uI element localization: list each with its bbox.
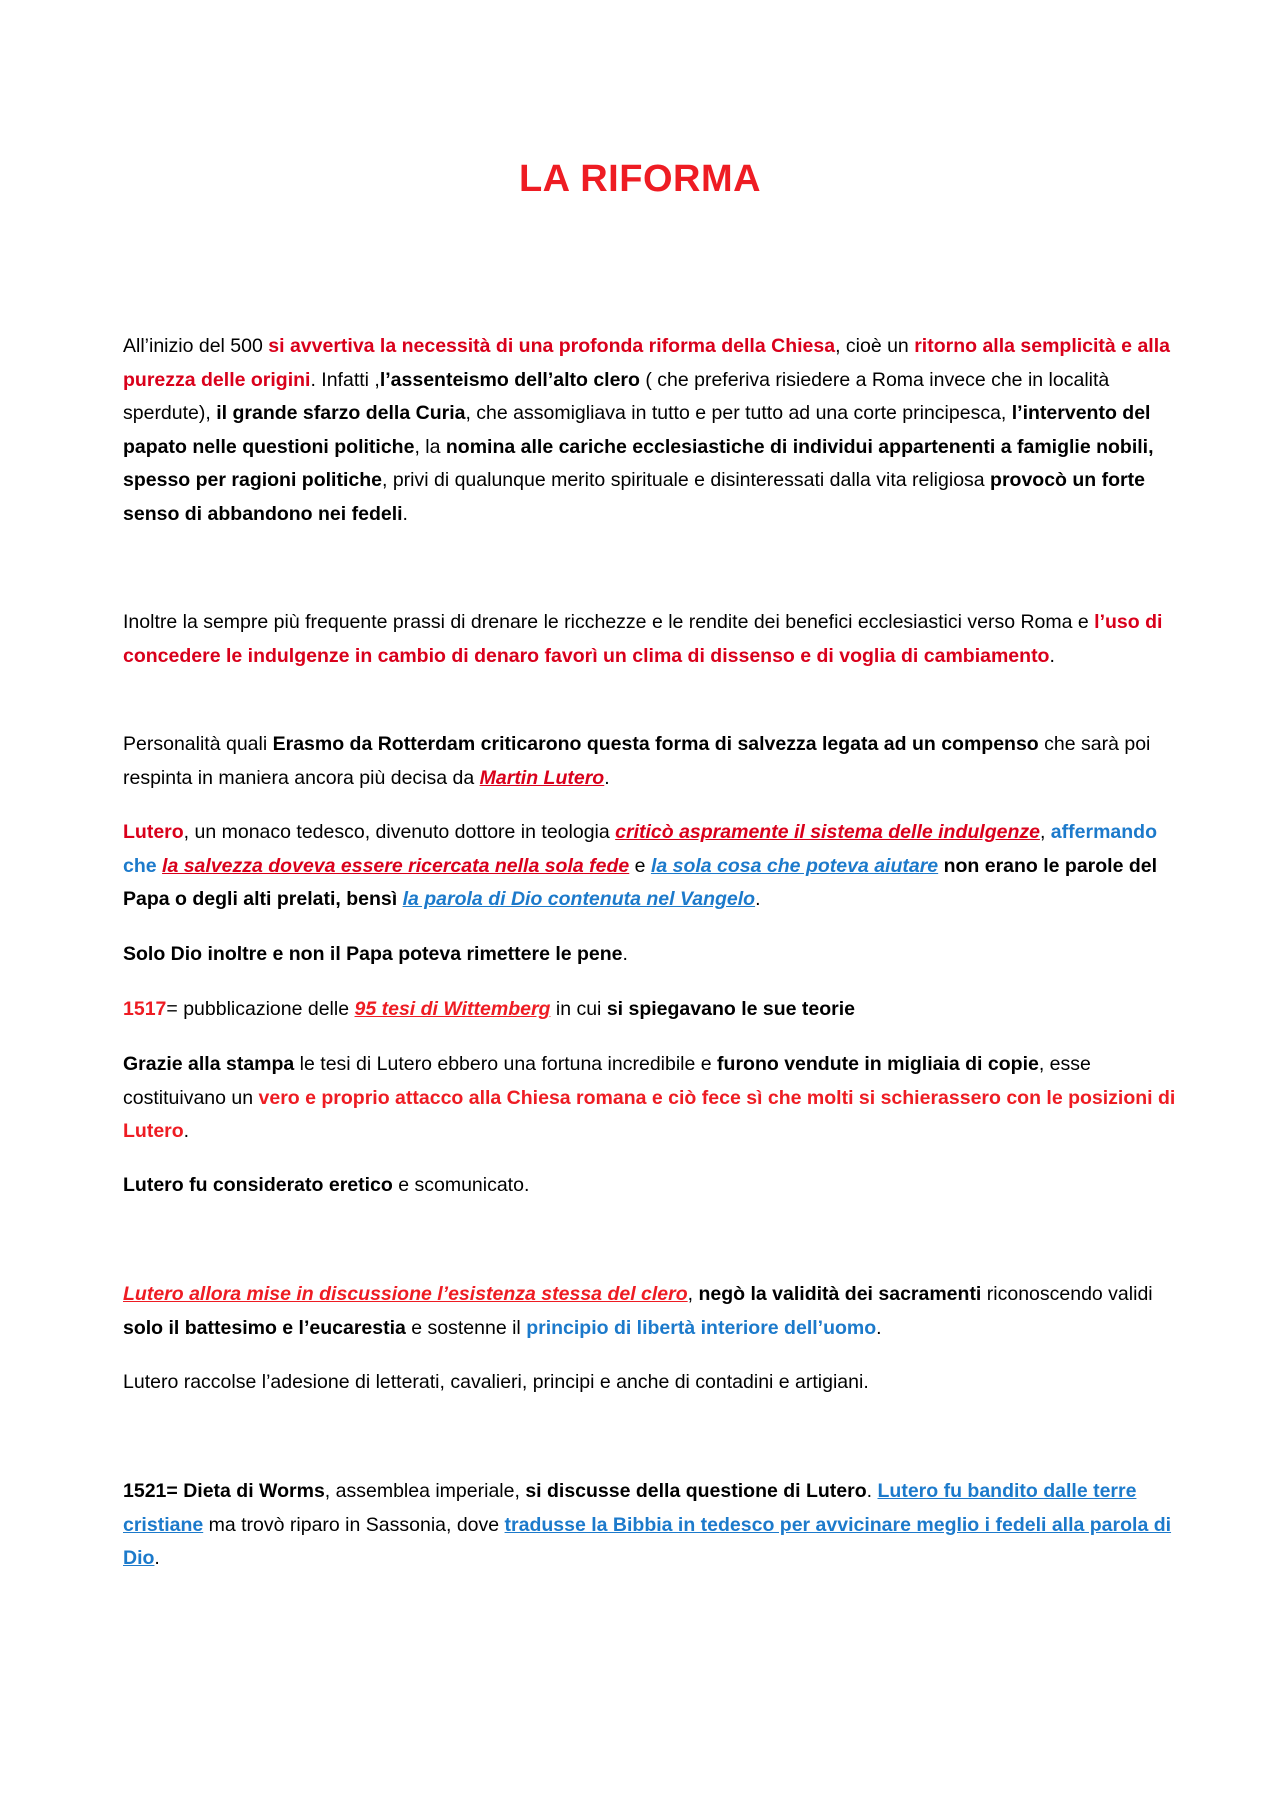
text-span: riconoscendo validi	[981, 1283, 1153, 1305]
highlight-blue-underlined: la sola cosa che poteva aiutare	[650, 854, 939, 877]
text-span: e scomunicato.	[392, 1174, 530, 1196]
text-span: . Infatti ,	[310, 368, 380, 391]
text-span: , un monaco tedesco, divenuto dottore in teologia	[183, 821, 616, 843]
highlight-red: si avvertiva la necessità di una profonda riforma della Chiesa	[268, 335, 836, 357]
text-span: .	[604, 766, 610, 789]
highlight-red-underlined: la salvezza doveva essere ricercata nella sola fede	[162, 854, 630, 877]
bold-text: solo il battesimo e l’eucarestia	[123, 1316, 406, 1339]
bold-text: furono vendute in migliaia di copie	[717, 1053, 1039, 1075]
text-span: All’inizio del 500	[123, 335, 269, 357]
text-span: .	[154, 1547, 160, 1569]
text-span: ( che preferiva risiedere a Roma invece che in località sperdute),	[123, 368, 1110, 424]
text-span: che sarà poi respinta in maniera ancora più decisa da	[123, 733, 1151, 789]
bold-text: il grande sfarzo della Curia	[216, 402, 466, 424]
text-span: le tesi di Lutero ebbero una fortuna incredibile e	[294, 1053, 718, 1075]
text-span: .	[876, 1316, 882, 1339]
paragraph-indulgences	[123, 606, 1178, 673]
highlight-blue: principio di libertà interiore dell’uomo	[526, 1316, 877, 1339]
text-span: .	[622, 943, 628, 965]
text-span: , cioè un	[835, 335, 915, 357]
text-span: , privi di qualunque merito spirituale e disinteressati dalla vita religiosa	[381, 469, 991, 491]
highlight-blue-underlined: Lutero fu bandito dalle terre cristiane	[123, 1480, 1137, 1536]
date-red: 1517	[123, 998, 167, 1020]
highlight-red-underlined: Lutero allora mise in discussione l’esistenza stessa del clero	[123, 1283, 688, 1305]
paragraph-erasmus	[123, 728, 1178, 795]
bold-text: non erano le parole del Papa o degli alti prelati, bensì	[123, 854, 1158, 910]
highlight-blue-underlined: la parola di Dio contenuta nel Vangelo	[402, 888, 756, 910]
bold-text: l’intervento del papato nelle questioni politiche	[123, 402, 1151, 458]
paragraph-clero	[123, 1278, 1178, 1345]
highlight-red: Lutero	[123, 821, 184, 843]
text-span: , la	[414, 435, 446, 458]
text-span: , che assomigliava in tutto e per tutto ad una corte principesca,	[465, 402, 1012, 424]
highlight-red-underlined: Martin Lutero	[479, 766, 605, 789]
highlight-red-underlined: 95 tesi di Wittemberg	[354, 998, 551, 1020]
bold-text: l’assenteismo dell’alto clero	[379, 368, 640, 391]
text-span: = pubblicazione delle	[166, 998, 355, 1020]
highlight-red: ritorno alla semplicità e alla purezza delle origini	[123, 335, 1170, 391]
text-span: e sostenne il	[405, 1316, 527, 1339]
text-span: ma trovò riparo in Sassonia, dove	[203, 1513, 505, 1536]
bold-text: Solo Dio inoltre e non il Papa poteva rimettere le pene	[123, 943, 623, 965]
text-span: .	[1049, 644, 1055, 667]
paragraph-1517	[123, 993, 1178, 1027]
paragraph-adesione	[123, 1366, 1178, 1400]
bold-text: =	[166, 1480, 184, 1502]
page-title: LA RIFORMA	[518, 158, 762, 200]
paragraph-solo-dio	[123, 938, 1178, 972]
paragraph-1521	[123, 1475, 1178, 1576]
text-span: ,	[1039, 821, 1051, 843]
paragraph-stampa	[123, 1048, 1178, 1149]
text-span: .	[755, 888, 761, 910]
highlight-red-underlined: criticò aspramente il sistema delle indulgenze	[615, 821, 1040, 843]
text-span: Personalità quali	[123, 733, 273, 755]
bold-text: Erasmo da Rotterdam criticarono questa forma di salvezza legata ad un compenso	[272, 733, 1039, 755]
text-span: , assemblea imperiale,	[324, 1480, 526, 1502]
text-span: in cui	[550, 998, 607, 1020]
date-bold: 1521	[123, 1480, 167, 1502]
bold-text: si discusse della questione di Lutero	[525, 1480, 867, 1502]
bold-text: provocò un forte senso di abbandono nei fedeli	[123, 469, 1145, 525]
text-span: .	[183, 1120, 190, 1142]
highlight-blue-underlined: tradusse la Bibbia in tedesco per avvicinare meglio i fedeli alla parola di Dio	[123, 1513, 1172, 1569]
paragraph-eretico	[123, 1169, 1178, 1203]
paragraph-lutero	[123, 816, 1178, 917]
highlight-red: l’uso di concedere le indulgenze in cambio di denaro favorì un clima di dissenso e di voglia di cambiamento	[123, 611, 1163, 667]
bold-text: si spiegavano le sue teorie	[606, 998, 855, 1020]
bold-text: Dieta di Worms	[183, 1480, 325, 1502]
text-span: , esse costituivano un	[123, 1053, 1091, 1109]
text-span: .	[402, 502, 408, 525]
text-span: .	[866, 1480, 878, 1502]
bold-text: Grazie alla stampa	[123, 1053, 295, 1075]
bold-text: negò la validità dei sacramenti	[698, 1283, 982, 1305]
highlight-red: vero e proprio attacco alla Chiesa romana e ciò fece sì che molti si schierassero con le posizioni di Lutero	[123, 1086, 1176, 1142]
bold-text: Lutero fu considerato eretico	[123, 1174, 393, 1196]
text-span: ,	[687, 1283, 699, 1305]
paragraph-intro	[123, 330, 1178, 531]
text-span: Lutero raccolse l’adesione di letterati, cavalieri, principi e anche di contadini e artigiani.	[123, 1371, 869, 1393]
bold-text: nomina alle cariche ecclesiastiche di individui appartenenti a famiglie nobili, spesso per ragioni politiche	[123, 435, 1154, 491]
highlight-blue: affermando che	[123, 821, 1157, 877]
text-span: e	[629, 854, 651, 877]
text-span: Inoltre la sempre più frequente prassi di drenare le ricchezze e le rendite dei benefici ecclesiastici verso Roma e	[123, 611, 1095, 633]
